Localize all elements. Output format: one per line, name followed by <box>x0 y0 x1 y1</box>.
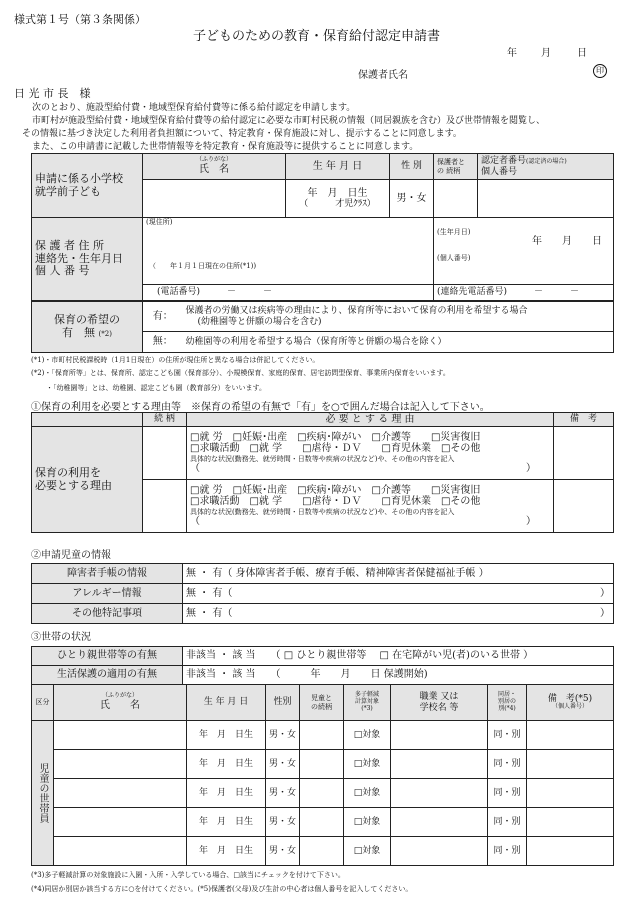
hope-yes-mark[interactable]: 有： <box>143 302 183 332</box>
footer-note-4: (*4)同居か別居か該当する方に○を付けてください。(*5)保護者(父母)及び生計の中心者は個人番号を記入してください。 <box>31 885 413 893</box>
row-target[interactable]: □対象 <box>344 808 391 837</box>
disability-label: 障害者手帳の情報 <box>32 564 183 584</box>
intro-para-2: 市町村が施設型給付費・地域型保育給付費等の給付認定に必要な市町村民税の情報（同居親族を含む）及び世帯情報を閲覧し、 <box>32 116 546 126</box>
reason-relation-header: 続 柄 <box>143 413 187 427</box>
row-job[interactable] <box>391 779 488 808</box>
guardian-dob-field[interactable]: (生年月日) 年 月 日 (個人番号) <box>434 218 614 285</box>
footer-note-3: (*3)多子軽減計算の対象施設に入園・入所・入学している場合、□該当にチェックを付けて下さい。 <box>31 871 345 879</box>
col-multichild: 多子軽減 計算対象 (*3) <box>344 685 391 721</box>
row-dob[interactable]: 年 月 日生 <box>187 750 266 779</box>
hope-no-mark[interactable]: 無： <box>143 332 183 353</box>
guardian-phone-field[interactable]: (電話番号) － － <box>143 285 434 301</box>
welfare-label: 生活保護の適用の有無 <box>32 666 183 685</box>
child-relation-header: 保護者と の 続柄 <box>434 154 478 180</box>
date-month: 月 <box>541 48 551 59</box>
household-status-table <box>31 646 614 685</box>
row-target[interactable]: □対象 <box>344 779 391 808</box>
row-dob[interactable]: 年 月 日生 <box>187 808 266 837</box>
table-row[interactable] <box>54 837 187 866</box>
reason-remarks-field-2[interactable] <box>554 480 614 533</box>
allergy-value[interactable]: 無 ・ 有（ ） <box>183 584 614 604</box>
reason-row-label: 保育の利用を 必要とする理由 <box>32 427 143 533</box>
row-target[interactable]: □対象 <box>344 837 391 866</box>
row-dob[interactable]: 年 月 日生 <box>187 779 266 808</box>
note-2: (*2)・「保育所等」とは、保育所、認定こども園（保育部分）、小規模保育、家庭的保育、居宅訪問型保育、事業所内保育をいいます。 <box>31 369 450 377</box>
row-dob[interactable]: 年 月 日生 <box>187 721 266 750</box>
date-year: 年 <box>507 48 517 59</box>
reason-header: 必 要 と す る 理 由 <box>187 413 554 427</box>
col-remarks: 備 考(*5) （個人番号） <box>527 685 614 721</box>
child-info-table <box>31 563 614 624</box>
note-3: ・「幼稚園等」とは、幼稚園、認定こども園（教育部分）をいいます。 <box>46 384 266 392</box>
row-sex[interactable]: 男・女 <box>266 837 300 866</box>
reason-remarks-field-1[interactable] <box>554 427 614 480</box>
child-name-field[interactable] <box>143 180 286 218</box>
allergy-label: アレルギー情報 <box>32 584 183 604</box>
guardian-label: 保 護 者 住 所 連絡先・生年月日 個 人 番 号 <box>32 218 143 301</box>
row-remarks[interactable] <box>527 721 614 750</box>
table-row[interactable] <box>54 808 187 837</box>
row-relation[interactable] <box>300 750 344 779</box>
col-live: 同居・ 別居の 別(*4) <box>488 685 527 721</box>
row-sex[interactable]: 男・女 <box>266 808 300 837</box>
col-kubun: 区分 <box>32 685 54 721</box>
child-dob-header: 生 年 月 日 <box>286 154 390 180</box>
household-members-table <box>31 684 614 866</box>
child-dob-field[interactable]: 年 月 日生 （ 才児ｸﾗｽ） <box>286 180 390 218</box>
reason-relation-field-2[interactable] <box>143 480 187 533</box>
intro-para-4: また、この申請書に記載した世帯情報等を特定教育・保育施設等に提供することに同意します。 <box>32 142 419 152</box>
table-row[interactable] <box>54 721 187 750</box>
section1-title: ①保育の利用を必要とする理由等 ※保育の希望の有無で「有」を○で囲んだ場合は記入して下さい。 <box>31 402 490 413</box>
row-target[interactable]: □対象 <box>344 750 391 779</box>
section2-title: ②申請児童の情報 <box>31 550 111 561</box>
guardian-table <box>31 217 614 301</box>
child-label: 申請に係る小学校 就学前子ども <box>32 154 143 218</box>
row-relation[interactable] <box>300 721 344 750</box>
single-parent-label: ひとり親世帯等の有無 <box>32 647 183 666</box>
row-remarks[interactable] <box>527 779 614 808</box>
table-row[interactable] <box>54 750 187 779</box>
guardian-name-label: 保護者氏名 <box>358 70 408 81</box>
hope-yes-text: 保護者の労働又は疾病等の理由により、保育所等において保育の利用を希望する場合 (幼稚園等と併願の場合を含む) <box>183 302 614 332</box>
row-remarks[interactable] <box>527 837 614 866</box>
hope-no-text: 幼稚園等の利用を希望する場合（保育所等と併願の場合を除く） <box>183 332 614 353</box>
row-relation[interactable] <box>300 837 344 866</box>
child-cert-header: 認定者番号(認定済の場合) 個人番号 <box>478 154 614 180</box>
col-sex: 性別 <box>266 685 300 721</box>
guardian-phone2-field[interactable]: (連絡先電話番号) － － <box>434 285 614 301</box>
intro-para-3: その情報に基づき決定した利用者負担額について、特定教育・保育施設に対し、提示することに同意します。 <box>22 129 462 139</box>
child-relation-field[interactable] <box>434 180 478 218</box>
child-sex-field[interactable]: 男・女 <box>390 180 434 218</box>
disability-value[interactable]: 無 ・ 有（ 身体障害者手帳、療育手帳、精神障害者保健福祉手帳 ） <box>183 564 614 584</box>
reason-options-1[interactable]: □就 労 □妊娠･出産 □疾病･障がい □介護等 □災害復旧 □求職活動 □就 学 □虐待・ＤＶ □育児休業 □その他 具体的な状況(勤務先、就労時間・日数等や疾病の状況など)や、その他の内容を記入 （ ） <box>187 427 554 480</box>
col-dob: 生 年 月 日 <box>187 685 266 721</box>
table-row[interactable] <box>54 779 187 808</box>
reason-remarks-header: 備 考 <box>554 413 614 427</box>
intro-para-1: 次のとおり、施設型給付費・地域型保育給付費等に係る給付認定を申請します。 <box>32 103 356 113</box>
row-target[interactable]: □対象 <box>344 721 391 750</box>
reason-options-2[interactable]: □就 労 □妊娠･出産 □疾病･障がい □介護等 □災害復旧 □求職活動 □就 学 □虐待・ＤＶ □育児休業 □その他 具体的な状況(勤務先、就労時間・日数等や疾病の状況など)や、その他の内容を記入 （ ） <box>187 480 554 533</box>
form-title: 子どものための教育・保育給付認定申請書 <box>193 29 441 44</box>
date-day: 日 <box>577 48 587 59</box>
hope-label: 保育の希望の 有 無 (*2) <box>32 302 143 353</box>
other-notes-value[interactable]: 無 ・ 有（ ） <box>183 604 614 624</box>
row-relation[interactable] <box>300 808 344 837</box>
section3-title: ③世帯の状況 <box>31 632 91 643</box>
household-side-label: 児童の世帯員 <box>32 721 54 866</box>
addressee: 日 光 市 長 様 <box>14 87 91 100</box>
col-job: 職業 又は 学校名 等 <box>391 685 488 721</box>
row-remarks[interactable] <box>527 808 614 837</box>
single-parent-value[interactable]: 非該当 ・ 該 当 （ □ ひとり親世帯等 □ 在宅障がい児(者)のいる世帯 ） <box>183 647 614 666</box>
note-1: (*1)・市町村民税課税時（1月1日現在）の住所が現住所と異なる場合は併記してください。 <box>31 356 320 364</box>
row-job[interactable] <box>391 808 488 837</box>
guardian-address-field[interactable]: (現住所) （ 年１月１日現在の住所(*1)) <box>143 218 434 285</box>
other-notes-label: その他特記事項 <box>32 604 183 624</box>
welfare-value[interactable]: 非該当 ・ 該 当 （ 年 月 日 保護開始) <box>183 666 614 685</box>
seal-mark: 印 <box>593 64 607 78</box>
child-name-header: （ふりがな） 氏 名 <box>143 154 286 180</box>
row-remarks[interactable] <box>527 750 614 779</box>
row-sex[interactable]: 男・女 <box>266 721 300 750</box>
row-live[interactable]: 同・別 <box>488 721 527 750</box>
col-relation: 児童と の続柄 <box>300 685 344 721</box>
form-number: 様式第１号（第３条関係） <box>14 13 146 26</box>
row-live[interactable]: 同・別 <box>488 837 527 866</box>
row-live[interactable]: 同・別 <box>488 808 527 837</box>
row-dob[interactable]: 年 月 日生 <box>187 837 266 866</box>
row-sex[interactable]: 男・女 <box>266 779 300 808</box>
row-job[interactable] <box>391 721 488 750</box>
child-sex-header: 性 別 <box>390 154 434 180</box>
row-sex[interactable]: 男・女 <box>266 750 300 779</box>
row-live[interactable]: 同・別 <box>488 750 527 779</box>
reason-table <box>31 412 614 533</box>
hope-table <box>31 301 614 353</box>
row-live[interactable]: 同・別 <box>488 779 527 808</box>
col-name: （ふりがな） 氏 名 <box>54 685 187 721</box>
child-cert-field[interactable] <box>478 180 614 218</box>
reason-blank-header <box>32 413 143 427</box>
reason-relation-field-1[interactable] <box>143 427 187 480</box>
row-job[interactable] <box>391 750 488 779</box>
row-job[interactable] <box>391 837 488 866</box>
child-table <box>31 153 614 218</box>
row-relation[interactable] <box>300 779 344 808</box>
